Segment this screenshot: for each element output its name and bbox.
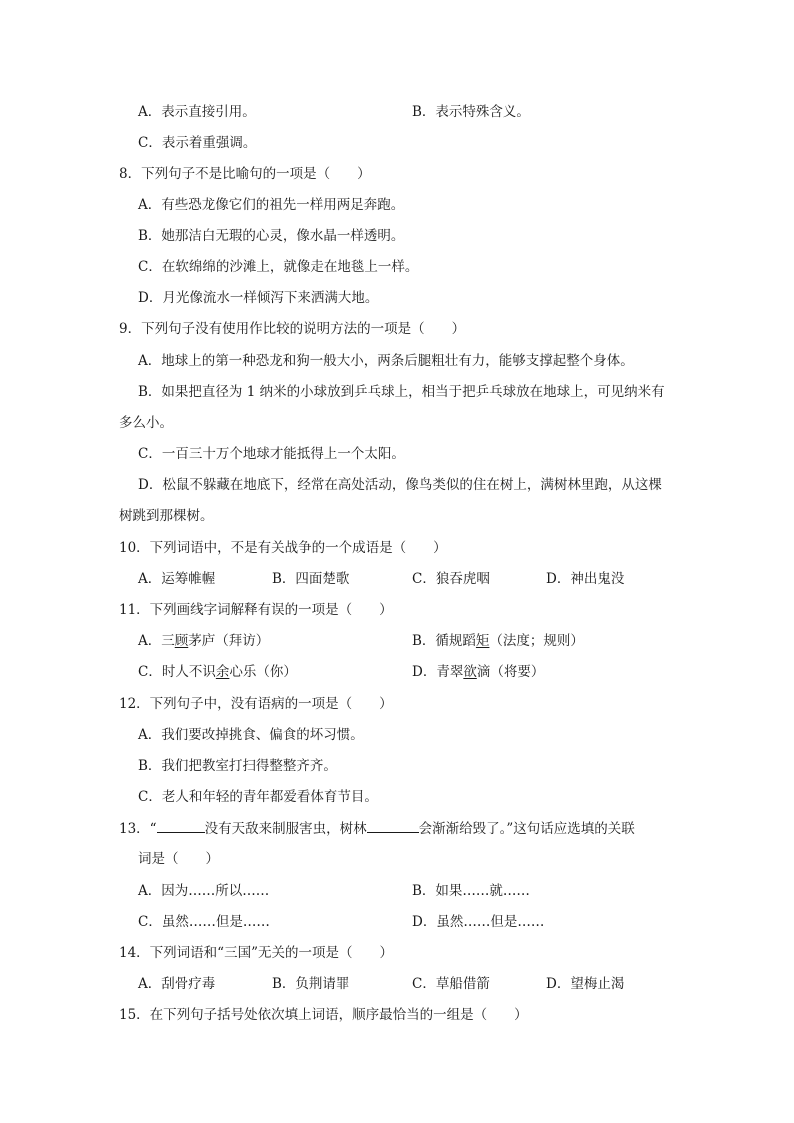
- q8-option-a: A．有些恐龙像它们的祖先一样用两足奔跑。: [138, 197, 405, 213]
- q11-c-post: 心乐（你）: [229, 664, 297, 680]
- question-13-stem-line2: 词是（ ）: [138, 851, 219, 867]
- question-14-stem: 14．下列词语和“三国”无关的一项是（ ）: [119, 945, 393, 961]
- q9-option-b-line1: B．如果把直径为 1 纳米的小球放到乒乓球上，相当于把乒乓球放在地球上，可见纳米有: [138, 384, 665, 400]
- q11-d-pre: D．青翠: [412, 664, 464, 680]
- q11-option-c: [138, 662, 297, 682]
- blank-1: [157, 818, 205, 833]
- q14-option-a: A．刮骨疗毒: [138, 976, 216, 992]
- q13-stem-part-c: 会渐渐给毁了。”这句话应选填的关联: [418, 821, 635, 837]
- blank-2: [367, 818, 419, 833]
- q14-option-b: B．负荆请罪: [272, 976, 350, 992]
- q10-option-a: A．运筹帷幄: [138, 571, 216, 587]
- q9-option-a: A．地球上的第一种恐龙和狗一般大小，两条后腿粗壮有力，能够支撑起整个身体。: [138, 353, 634, 369]
- q11-b-pre: B．循规蹈: [412, 633, 476, 649]
- question-11-stem: 11．下列画线字词解释有误的一项是（ ）: [119, 602, 393, 618]
- q9-option-b-line2: 多么小。: [119, 415, 173, 431]
- q11-d-underlined: 欲: [463, 664, 477, 680]
- q13-option-a: A．因为……所以……: [138, 883, 270, 899]
- q11-option-a: [138, 631, 269, 651]
- option-b: B．表示特殊含义。: [412, 104, 530, 120]
- q11-a-pre: A．三: [138, 633, 175, 649]
- question-12-stem: 12．下列句子中，没有语病的一项是（ ）: [119, 696, 393, 712]
- q14-option-d: D．望梅止渴: [546, 976, 625, 992]
- q8-option-d: D．月光像流水一样倾泻下来洒满大地。: [138, 290, 379, 306]
- q13-stem-part-a: 13．“: [119, 821, 157, 837]
- question-10-stem: 10．下列词语中，不是有关战争的一个成语是（ ）: [119, 540, 447, 556]
- q9-option-d-line1: D．松鼠不躲藏在地底下，经常在高处活动，像鸟类似的住在树上，满树林里跑，从这棵: [138, 477, 662, 493]
- q12-option-a: A．我们要改掉挑食、偏食的坏习惯。: [138, 727, 364, 743]
- q11-b-underlined: 矩: [475, 633, 490, 649]
- q11-a-post: 茅庐（拜访）: [188, 633, 270, 649]
- q13-option-c: C．虽然……但是……: [138, 914, 270, 930]
- option-c: C．表示着重强调。: [138, 135, 257, 151]
- option-a: A．表示直接引用。: [138, 104, 256, 120]
- q12-option-b: B．我们把教室打扫得整整齐齐。: [138, 758, 337, 774]
- q11-c-pre: C．时人不识: [138, 664, 216, 680]
- q11-option-b: [412, 631, 584, 651]
- q11-a-underlined: 顾: [174, 633, 189, 649]
- question-8-stem: 8．下列句子不是比喻句的一项是（ ）: [119, 166, 371, 182]
- q9-option-d-line2: 树跳到那棵树。: [119, 508, 214, 524]
- q8-option-b: B．她那洁白无瑕的心灵，像水晶一样透明。: [138, 228, 405, 244]
- q13-option-d: D．虽然……但是……: [412, 914, 545, 930]
- q11-c-underlined: 余: [215, 664, 230, 680]
- q11-option-d: [412, 662, 544, 682]
- question-15-stem: 15．在下列句子括号处依次填上词语，顺序最恰当的一组是（ ）: [119, 1007, 528, 1023]
- q10-option-d: D．神出鬼没: [546, 571, 625, 587]
- q10-option-b: B．四面楚歌: [272, 571, 350, 587]
- q13-option-b: B．如果……就……: [412, 883, 530, 899]
- question-13-stem: [119, 818, 635, 839]
- q8-option-c: C．在软绵绵的沙滩上，就像走在地毯上一样。: [138, 259, 419, 275]
- q10-option-c: C．狼吞虎咽: [412, 571, 490, 587]
- q13-stem-part-b: 没有天敌来制服害虫，树林: [204, 821, 367, 837]
- q12-option-c: C．老人和年轻的青年都爱看体育节目。: [138, 789, 378, 805]
- q11-d-post: 滴（将要）: [476, 664, 545, 680]
- q14-option-c: C．草船借箭: [412, 976, 490, 992]
- question-9-stem: 9．下列句子没有使用作比较的说明方法的一项是（ ）: [119, 321, 466, 337]
- q9-option-c: C．一百三十万个地球才能抵得上一个太阳。: [138, 446, 405, 462]
- q11-b-post: （法度；规则）: [489, 633, 584, 649]
